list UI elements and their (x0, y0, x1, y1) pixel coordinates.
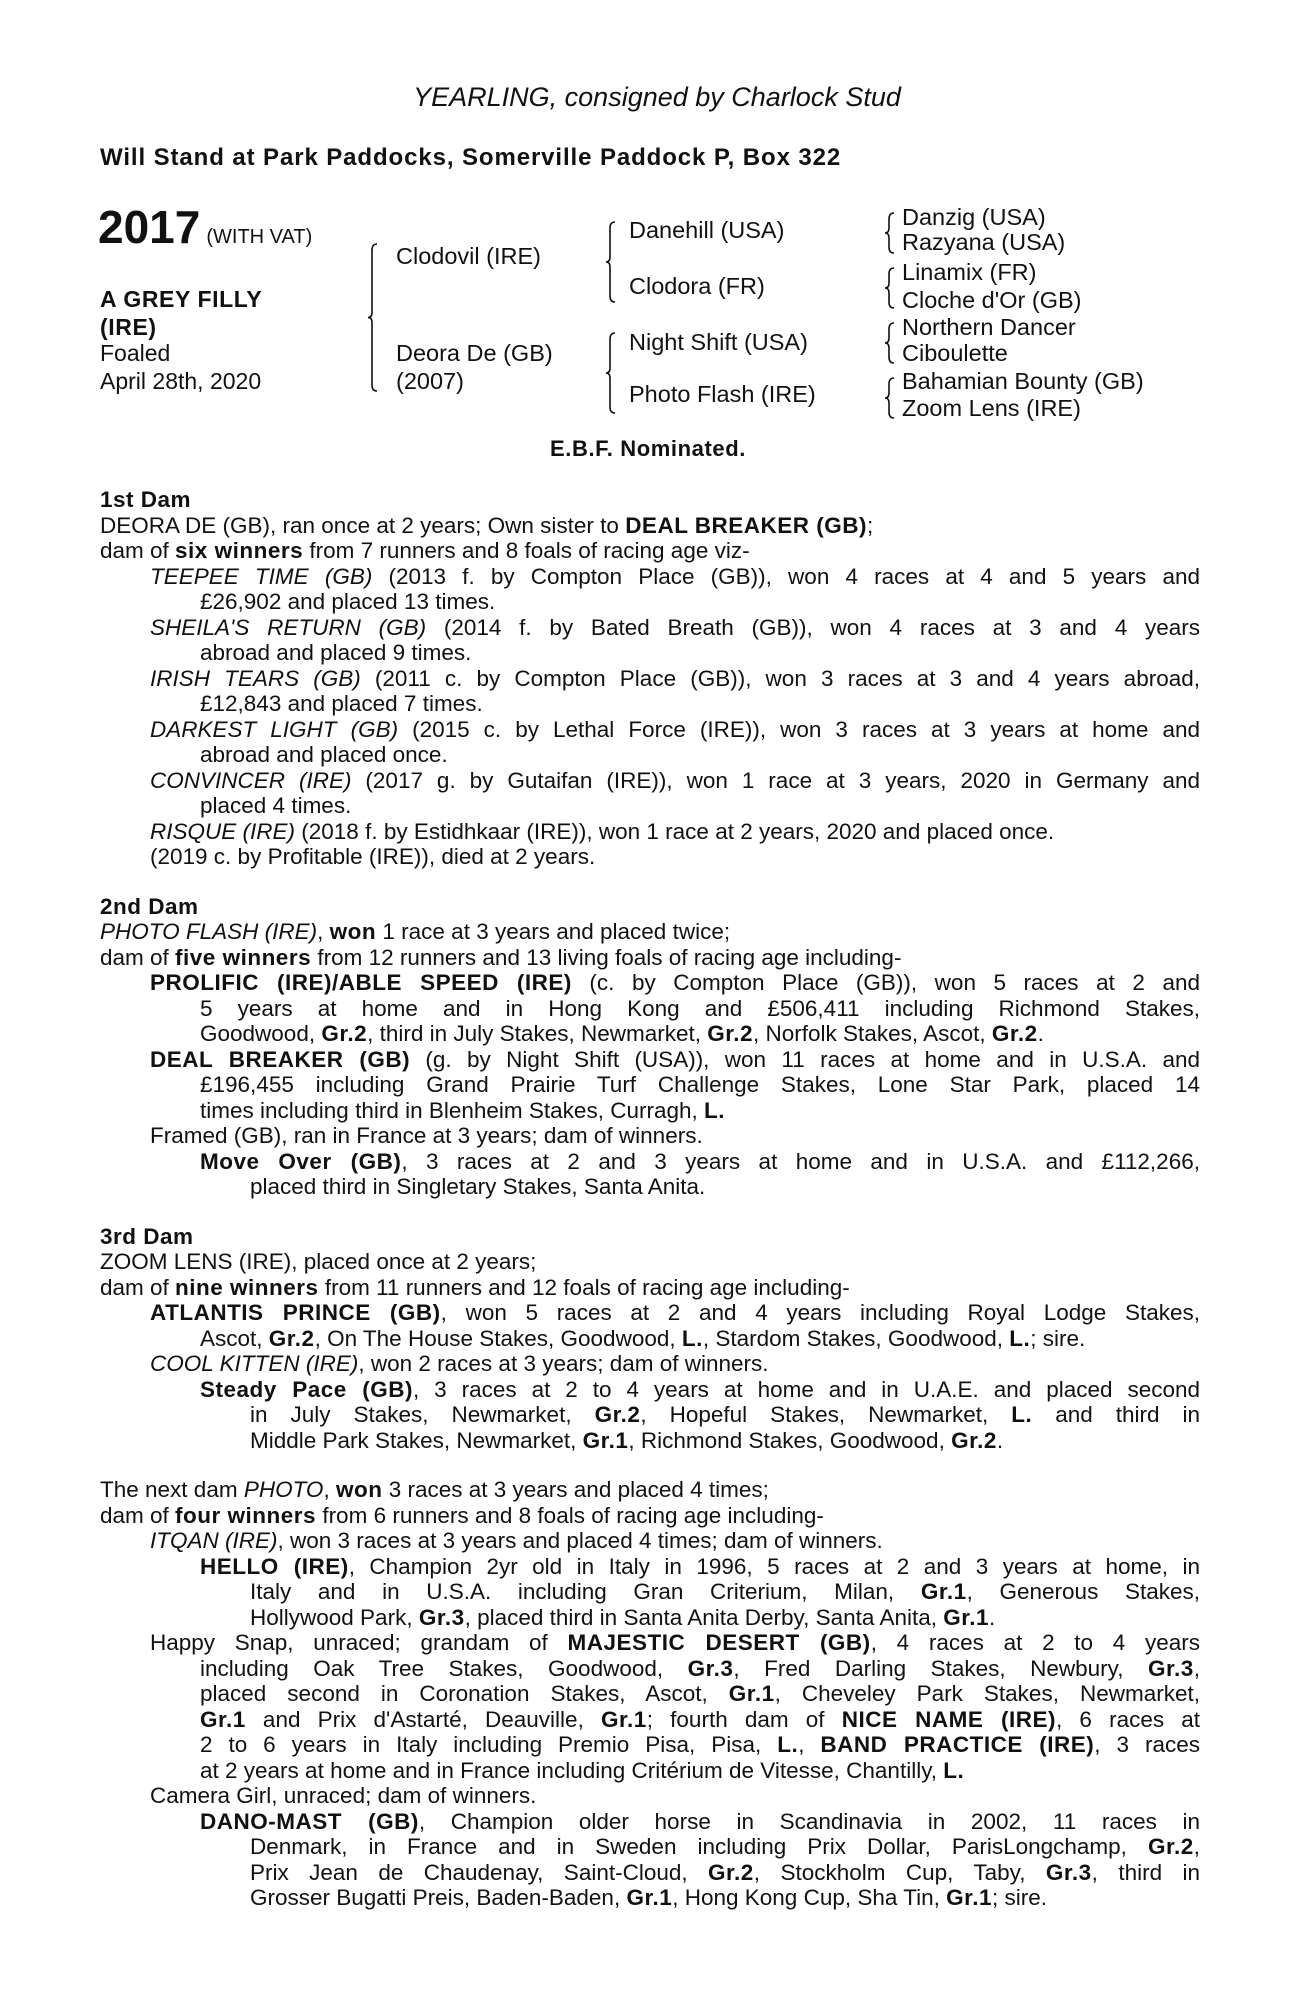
text: 5 years at home and in Hong Kong and £506,411 including Richmond Stakes, (200, 995, 1200, 1021)
text-line (100, 919, 1200, 945)
bold-text: Gr.2 (594, 1402, 641, 1427)
text: , 6 races at (1056, 1706, 1201, 1732)
text-line (150, 1783, 1200, 1809)
foaled-date: April 28th, 2020 (100, 368, 262, 394)
pedigree-g4: Zoom Lens (IRE) (902, 395, 1081, 421)
produce-entry (100, 615, 1200, 666)
text-line (150, 844, 1200, 870)
produce-entry (100, 1300, 1200, 1351)
text-line (200, 1072, 1200, 1098)
text-line (200, 691, 1200, 717)
italic-text: CONVINCER (IRE) (150, 767, 352, 793)
text: ; fourth dam of (646, 1706, 842, 1732)
text-line (250, 1860, 1200, 1886)
bold-text: Gr.2 (951, 1427, 997, 1453)
produce-entry (100, 1809, 1200, 1911)
catalogue-title: YEARLING, consigned by Charlock Stud (413, 82, 901, 112)
produce-entry (100, 1351, 1200, 1377)
text: £12,843 and placed 7 times. (200, 691, 483, 716)
text: , Fred Darling Stakes, Newbury, (733, 1655, 1148, 1681)
bold-text: Gr.1 (200, 1706, 246, 1732)
produce-entry (100, 1630, 1200, 1783)
bold-text: PROLIFIC (IRE)/ABLE SPEED (IRE) (150, 970, 572, 995)
text: ZOOM LENS (IRE), placed once at 2 years; (100, 1249, 537, 1274)
text: abroad and placed once. (200, 742, 448, 767)
text: , (317, 919, 330, 944)
text-line (200, 1326, 1200, 1352)
produce-entry (100, 1377, 1200, 1454)
foaled-label: Foaled (100, 340, 171, 366)
bold-text: NICE NAME (IRE) (841, 1706, 1057, 1732)
text-line (100, 945, 1200, 971)
text: Ascot, (200, 1325, 269, 1351)
text: Hollywood Park, (250, 1604, 419, 1630)
lot-year: 2017 (98, 201, 201, 253)
text: , third in (1091, 1859, 1200, 1885)
text: Happy Snap, unraced; grandam of (150, 1630, 568, 1655)
bold-text: L. (777, 1732, 799, 1757)
text-line (200, 1809, 1200, 1835)
text-line (150, 768, 1200, 794)
text: , 3 races (1094, 1732, 1200, 1757)
text-line (200, 1707, 1200, 1733)
produce-entry (100, 513, 1200, 539)
bold-text: HELLO (IRE) (200, 1553, 349, 1579)
text-line (150, 564, 1200, 590)
pedigree-dam-sire: Night Shift (USA) (629, 329, 808, 355)
text: £196,455 including Grand Prairie Turf Challenge Stakes, Lone Star Park, placed 14 (200, 1072, 1200, 1097)
text: Middle Park Stakes, Newmarket, (250, 1427, 583, 1453)
text: dam of (100, 944, 176, 970)
bold-text: Gr.1 (728, 1681, 775, 1706)
text-line (200, 996, 1200, 1022)
text-line (100, 538, 1200, 564)
bold-text: won (329, 919, 377, 944)
text-line (100, 1275, 1200, 1301)
horse-origin: (IRE) (100, 314, 157, 340)
produce-entry (100, 1503, 1200, 1529)
pedigree-dam-year: (2007) (396, 368, 464, 394)
produce-entry (100, 945, 1200, 971)
text: dam of (100, 538, 176, 563)
text: , won 3 races at 3 years and placed 4 times; dam of winners. (277, 1528, 883, 1553)
text-line (250, 1428, 1200, 1454)
text: including Oak Tree Stakes, Goodwood, (200, 1655, 688, 1681)
produce-entry (100, 919, 1200, 945)
text: Grosser Bugatti Preis, Baden-Baden, (250, 1885, 627, 1910)
text-line (200, 1377, 1200, 1403)
text: , (1193, 1834, 1200, 1859)
produce-entry (100, 538, 1200, 564)
produce-entry (100, 1783, 1200, 1809)
bold-text: Gr.2 (321, 1021, 368, 1046)
produce-record (100, 487, 1200, 1911)
text: , won 5 races at 2 and 4 years including Royal Lodge Stakes, (440, 1300, 1200, 1325)
lot-number (98, 200, 312, 254)
text: , Hopeful Stakes, Newmarket, (640, 1402, 1012, 1427)
bold-text: Gr.3 (1147, 1655, 1194, 1681)
bold-text: ATLANTIS PRINCE (GB) (150, 1300, 441, 1325)
produce-entry (100, 666, 1200, 717)
brace-icon (885, 323, 894, 363)
text: (2014 f. by Bated Breath (GB)), won 4 races at 3 and 4 years (426, 614, 1200, 640)
bold-text: Steady Pace (GB) (200, 1376, 413, 1402)
vat-note: (WITH VAT) (206, 226, 313, 248)
text: , On The House Stakes, Goodwood, (314, 1325, 682, 1351)
section-heading: 2nd Dam (100, 893, 199, 919)
text: , (1193, 1655, 1200, 1681)
text: , Cheveley Park Stakes, Newmarket, (774, 1681, 1200, 1706)
text: Framed (GB), ran in France at 3 years; dam of winners. (150, 1123, 703, 1148)
text: dam of (100, 1502, 176, 1528)
produce-entry (100, 717, 1200, 768)
pedigree-g4: Bahamian Bounty (GB) (902, 368, 1144, 394)
text: (2018 f. by Estidhkaar (IRE)), won 1 race at 2 years, 2020 and placed once. (295, 818, 1055, 844)
text: ; (867, 512, 874, 538)
pedigree-g4: Cloche d'Or (GB) (902, 287, 1082, 313)
italic-text: PHOTO (243, 1477, 324, 1502)
brace-icon (885, 268, 894, 308)
text: . (1037, 1021, 1044, 1046)
text-line (200, 589, 1200, 615)
italic-text: IRISH TEARS (GB) (150, 665, 361, 691)
text: (2011 c. by Compton Place (GB)), won 3 races at 3 and 4 years abroad, (360, 665, 1200, 691)
produce-entry (100, 768, 1200, 819)
text: , Champion 2yr old in Italy in 1996, 5 races at 2 and 3 years at home, in (348, 1553, 1200, 1579)
produce-entry (100, 1554, 1200, 1631)
pedigree-g4: Razyana (USA) (902, 229, 1066, 255)
brace-icon (368, 244, 377, 391)
stabling-location: Will Stand at Park Paddocks, Somerville Paddock P, Box 322 (100, 144, 842, 171)
produce-entry (100, 970, 1200, 1047)
text: from 12 runners and 13 living foals of racing age including- (311, 944, 902, 970)
text: (2017 g. by Gutaifan (IRE)), won 1 race at 3 years, 2020 in Germany and (351, 767, 1200, 793)
bold-text: Gr.2 (991, 1021, 1038, 1046)
text: from 7 runners and 8 foals of racing age viz- (303, 538, 750, 563)
produce-entry (100, 844, 1200, 870)
text: , (323, 1477, 336, 1502)
text: , third in July Stakes, Newmarket, (367, 1021, 708, 1046)
bold-text: Gr.2 (708, 1859, 754, 1885)
text: times including third in Blenheim Stakes, Curragh, (200, 1097, 704, 1123)
text: placed second in Coronation Stakes, Ascot, (200, 1681, 729, 1706)
text: ; sire. (991, 1885, 1047, 1910)
text-line (100, 1503, 1200, 1529)
bold-text: DANO-MAST (GB) (200, 1808, 419, 1834)
italic-text: ITQAN (IRE) (150, 1528, 278, 1553)
produce-entry (100, 1275, 1200, 1301)
brace-icon (885, 378, 894, 418)
bold-text: Move Over (GB) (200, 1148, 402, 1174)
text-line (250, 1885, 1200, 1911)
bold-text: DEAL BREAKER (GB) (625, 512, 868, 538)
bold-text: Gr.1 (600, 1706, 647, 1732)
text: and Prix d'Astarté, Deauville, (245, 1706, 601, 1732)
pedigree-g4: Linamix (FR) (902, 259, 1037, 285)
text-line (150, 615, 1200, 641)
produce-entry (100, 1149, 1200, 1200)
text: placed third in Singletary Stakes, Santa Anita. (250, 1174, 706, 1199)
text-line (150, 1300, 1200, 1326)
text: abroad and placed 9 times. (200, 640, 472, 665)
text-line (200, 1149, 1200, 1175)
text-line (100, 1477, 1200, 1503)
brace-icon (885, 213, 894, 253)
italic-text: PHOTO FLASH (IRE) (100, 919, 318, 944)
text-line (200, 1098, 1200, 1124)
italic-text: TEEPEE TIME (GB) (150, 563, 373, 589)
section-heading: 3rd Dam (100, 1223, 194, 1249)
text: , Stockholm Cup, Taby, (753, 1859, 1046, 1885)
text: , (798, 1732, 821, 1757)
text: The next dam (100, 1477, 244, 1502)
bold-text: L. (943, 1757, 965, 1783)
bold-text: Gr.2 (1147, 1834, 1194, 1859)
text-line (150, 819, 1200, 845)
text: 1 race at 3 years and placed twice; (376, 919, 731, 944)
text-line (200, 1021, 1200, 1047)
text-line (150, 1630, 1200, 1656)
text: Denmark, in France and in Sweden including Prix Dollar, ParisLongchamp, (250, 1834, 1148, 1859)
horse-description: A GREY FILLY (100, 286, 263, 312)
text-line (150, 1528, 1200, 1554)
pedigree-sire: Clodovil (IRE) (396, 243, 541, 269)
bold-text: Gr.3 (418, 1604, 465, 1630)
pedigree-dam: Deora De (GB) (396, 340, 553, 366)
text: . (989, 1604, 996, 1630)
bold-text: won (335, 1477, 383, 1502)
text: , Generous Stakes, (966, 1579, 1200, 1604)
text: in July Stakes, Newmarket, (250, 1402, 595, 1427)
text-line (200, 793, 1200, 819)
bold-text: MAJESTIC DESERT (GB) (567, 1630, 871, 1655)
text-line (250, 1174, 1200, 1200)
text-line (150, 1351, 1200, 1377)
text: from 6 runners and 8 foals of racing age including- (316, 1502, 824, 1528)
pedigree-sire-dam: Clodora (FR) (629, 273, 765, 299)
text-line (200, 1681, 1200, 1707)
pedigree-g4: Ciboulette (902, 340, 1008, 366)
text-line (150, 717, 1200, 743)
text: , 3 races at 2 and 3 years at home and in U.S.A. and £112,266, (401, 1148, 1200, 1174)
produce-entry (100, 1123, 1200, 1149)
text: at 2 years at home and in France including Critérium de Vitesse, Chantilly, (200, 1757, 944, 1783)
nomination-note: E.B.F. Nominated. (550, 436, 746, 461)
text: 2 to 6 years in Italy including Premio Pisa, Pisa, (200, 1732, 778, 1757)
produce-entry (100, 1528, 1200, 1554)
text-line (200, 742, 1200, 768)
text: (g. by Night Shift (USA)), won 11 races at home and in U.S.A. and (410, 1046, 1200, 1072)
brace-icon (606, 222, 615, 302)
bold-text: six winners (175, 538, 304, 563)
text-line (250, 1605, 1200, 1631)
text: 3 races at 3 years and placed 4 times; (382, 1477, 769, 1502)
bold-text: Gr.3 (687, 1655, 734, 1681)
text: ; sire. (1030, 1325, 1086, 1351)
bold-text: DEAL BREAKER (GB) (150, 1046, 411, 1072)
text: , Norfolk Stakes, Ascot, (753, 1021, 992, 1046)
bold-text: Gr.3 (1045, 1859, 1092, 1885)
produce-entry (100, 1477, 1200, 1503)
text: Camera Girl, unraced; dam of winners. (150, 1783, 537, 1808)
text-line (150, 666, 1200, 692)
text-line (100, 1249, 1200, 1275)
pedigree-g4: Danzig (USA) (902, 204, 1046, 230)
text: , 4 races at 2 to 4 years (870, 1630, 1200, 1655)
pedigree-sire-sire: Danehill (USA) (629, 217, 785, 243)
produce-entry (100, 1249, 1200, 1275)
produce-entry (100, 819, 1200, 845)
produce-entry (100, 1047, 1200, 1124)
dam-section (100, 1224, 1200, 1454)
text-line (250, 1834, 1200, 1860)
bold-text: five winners (175, 944, 312, 970)
text: (c. by Compton Place (GB)), won 5 races at 2 and (571, 970, 1200, 995)
italic-text: SHEILA'S RETURN (GB) (150, 614, 427, 640)
bold-text: L. (704, 1097, 725, 1123)
bold-text: Gr.1 (626, 1885, 673, 1910)
section-heading: 1st Dam (100, 487, 192, 512)
bold-text: L. (681, 1325, 703, 1351)
text-line (250, 1402, 1200, 1428)
bold-text: four winners (175, 1502, 317, 1528)
dam-section (100, 894, 1200, 1200)
text: Italy and in U.S.A. including Gran Criterium, Milan, (250, 1579, 921, 1604)
bold-text: Gr.2 (268, 1325, 315, 1351)
italic-text: RISQUE (IRE) (150, 818, 296, 844)
bold-text: Gr.1 (943, 1604, 990, 1630)
text: , Stardom Stakes, Goodwood, (702, 1325, 1010, 1351)
bold-text: Gr.1 (920, 1579, 967, 1604)
text-line (200, 1656, 1200, 1682)
text-line (100, 513, 1200, 539)
bold-text: Gr.1 (946, 1885, 992, 1910)
text: Goodwood, (200, 1021, 322, 1046)
text: from 11 runners and 12 foals of racing age including- (318, 1274, 850, 1300)
text-line (150, 1123, 1200, 1149)
text: , Richmond Stakes, Goodwood, (628, 1427, 952, 1453)
italic-text: DARKEST LIGHT (GB) (150, 716, 399, 742)
pedigree-g4: Northern Dancer (902, 314, 1076, 340)
text: (2019 c. by Profitable (IRE)), died at 2 years. (150, 844, 596, 869)
text-line (200, 1732, 1200, 1758)
text-line (150, 1047, 1200, 1073)
produce-entry (100, 564, 1200, 615)
pedigree-dam-dam: Photo Flash (IRE) (629, 381, 816, 407)
dam-section (100, 1477, 1200, 1911)
text: placed 4 times. (200, 793, 352, 818)
text: (2015 c. by Lethal Force (IRE)), won 3 races at 3 years at home and (398, 716, 1200, 742)
bold-text: L. (1011, 1402, 1033, 1427)
text-line (150, 970, 1200, 996)
text: , Champion older horse in Scandinavia in 2002, 11 races in (418, 1808, 1200, 1834)
text-line (250, 1579, 1200, 1605)
bold-text: Gr.1 (582, 1427, 629, 1453)
text: , placed third in Santa Anita Derby, Santa Anita, (464, 1604, 944, 1630)
bold-text: L. (1009, 1325, 1031, 1351)
bold-text: Gr.2 (707, 1021, 754, 1046)
text: £26,902 and placed 13 times. (200, 589, 496, 614)
text: dam of (100, 1274, 176, 1300)
text: (2013 f. by Compton Place (GB)), won 4 races at 4 and 5 years and (372, 563, 1200, 589)
text: , 3 races at 2 to 4 years at home and in U.A.E. and placed second (412, 1376, 1200, 1402)
text: Prix Jean de Chaudenay, Saint-Cloud, (250, 1859, 709, 1885)
text-line (200, 640, 1200, 666)
italic-text: COOL KITTEN (IRE) (150, 1351, 359, 1376)
text: and third in (1032, 1402, 1201, 1427)
text: . (996, 1427, 1004, 1453)
text: , won 2 races at 3 years; dam of winners. (358, 1351, 769, 1376)
brace-icon (606, 333, 615, 413)
text: DEORA DE (GB), ran once at 2 years; Own sister to (100, 512, 626, 538)
dam-section (100, 487, 1200, 870)
text-line (200, 1758, 1200, 1784)
text: , Hong Kong Cup, Sha Tin, (672, 1885, 947, 1910)
text-line (200, 1554, 1200, 1580)
bold-text: BAND PRACTICE (IRE) (820, 1732, 1095, 1757)
bold-text: nine winners (175, 1274, 319, 1300)
